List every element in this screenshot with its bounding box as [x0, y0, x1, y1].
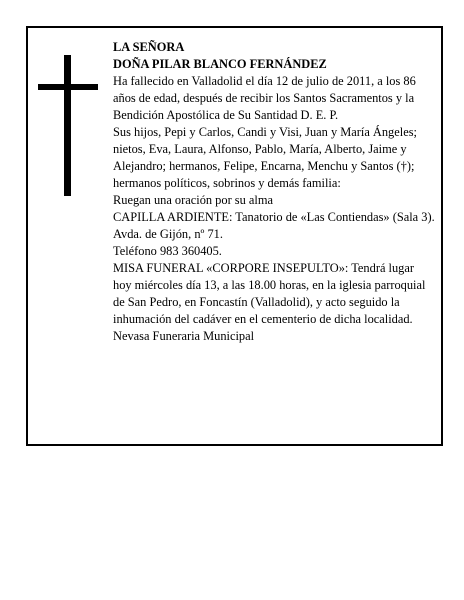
- prayer-request: Ruegan una oración por su alma: [113, 193, 273, 207]
- title-line: LA SEÑORA: [113, 40, 185, 54]
- cross-icon: [64, 55, 71, 196]
- mass-paragraph: MISA FUNERAL «CORPORE INSEPULTO»: Tendrá lugar hoy miércoles día 13, a las 18.00 horas, en la iglesia parroquial de San Pedro, en Foncastín (Valladolid), y acto seguido la inhumación del cadáver en el cementerio de dicha localidad.: [113, 261, 426, 326]
- family-paragraph: Sus hijos, Pepi y Carlos, Candi y Visi, Juan y María Ángeles; nietos, Eva, Laura, Alfonso, Pablo, María, Alberto, Jaime y Alejandro; hermanos, Felipe, Encarna, Menchu y Santos (†); hermanos políticos, sobrinos y demás familia:: [113, 125, 417, 190]
- funeral-home: Nevasa Funeraria Municipal: [113, 329, 255, 343]
- death-paragraph: Ha fallecido en Valladolid el día 12 de julio de 2011, a los 86 años de edad, después de recibir los Santos Sacramentos y la Bendición Apostólica de Su Santidad D. E. P.: [113, 74, 416, 122]
- phone-line: Teléfono 983 360405.: [113, 244, 222, 258]
- chapel-paragraph: CAPILLA ARDIENTE: Tanatorio de «Las Contiendas» (Sala 3). Avda. de Gijón, nº 71.: [113, 210, 435, 241]
- cross-icon-bar: [38, 84, 98, 90]
- deceased-name: DOÑA PILAR BLANCO FERNÁNDEZ: [113, 57, 327, 71]
- obituary-text: [113, 39, 435, 345]
